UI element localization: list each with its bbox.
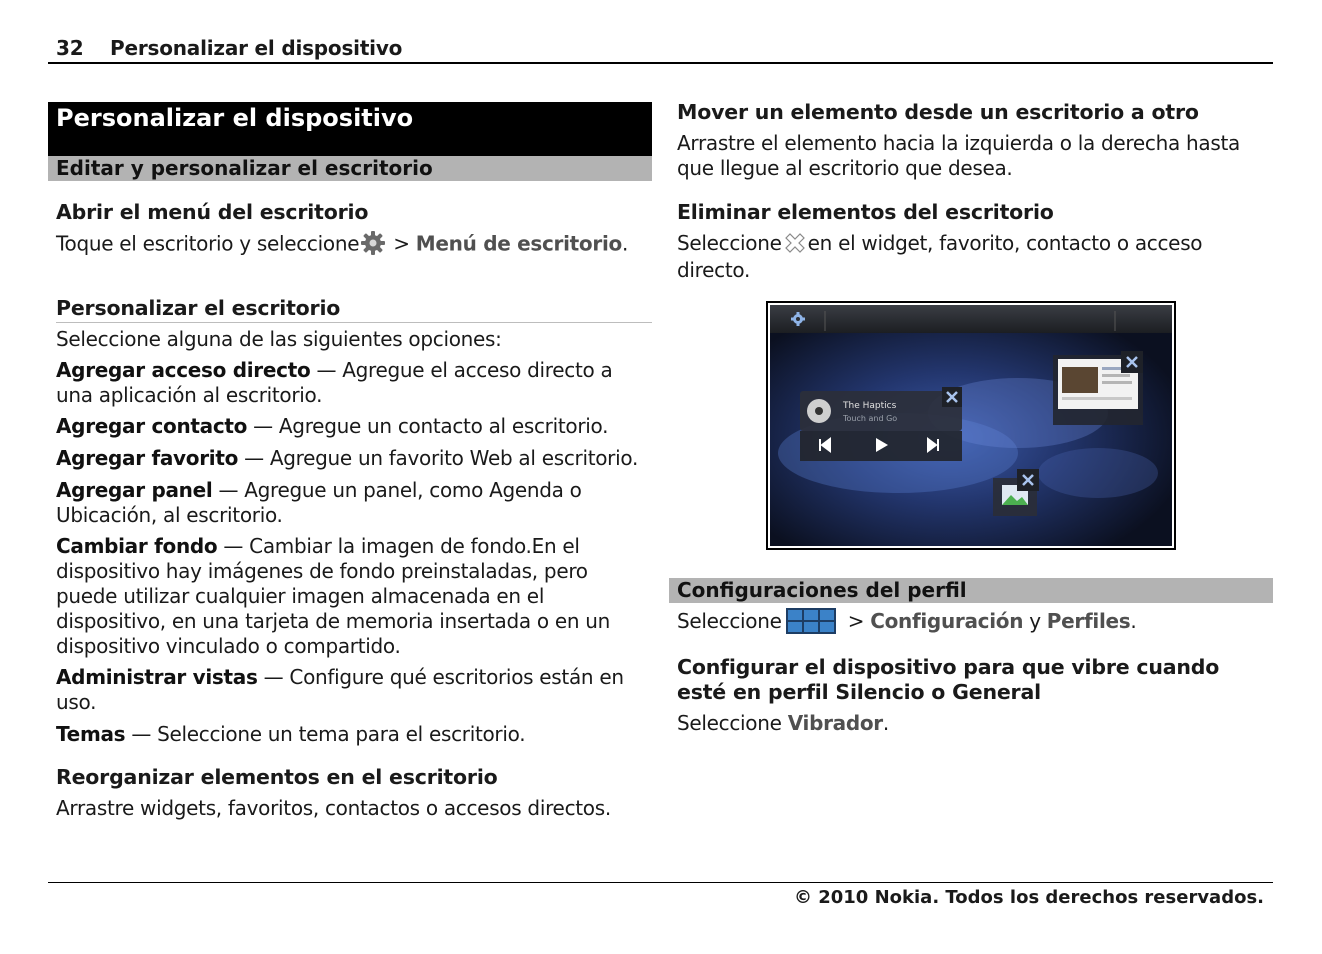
open-menu-text-after: . — [621, 231, 628, 256]
right-column — [669, 100, 1273, 283]
option-desc: — Configure qué escritorios están en uso. — [56, 665, 624, 714]
profiles-conj: y — [1023, 609, 1047, 633]
option-desc: — Cambiar la imagen de fondo.En el dispositivo hay imágenes de fondo preinstaladas, pero puede utilizar cualquier imagen almacenada en el dispositivo, en una tarjeta de memoria insertada o en un dispositivo vinculado o compartido. — [56, 534, 611, 658]
section-title: Personalizar el dispositivo — [48, 102, 652, 156]
customize-heading: Personalizar el escritorio — [56, 296, 341, 320]
vibrate-text — [669, 711, 1273, 736]
rearrange-heading: Reorganizar elementos en el escritorio — [56, 765, 498, 789]
remove-text — [669, 231, 1273, 283]
profiles-arrow: > — [841, 609, 871, 633]
option-desc: — Agregue el acceso directo a una aplicación al escritorio. — [56, 358, 613, 407]
option-item — [48, 414, 652, 439]
vibrate-text-before: Seleccione — [677, 710, 788, 735]
option-desc: — Agregue un favorito Web al escritorio. — [238, 446, 638, 470]
close-icon — [782, 230, 808, 256]
subsection-title: Editar y personalizar el escritorio — [48, 156, 652, 181]
settings-link: Configuración — [870, 609, 1024, 633]
option-term: Agregar acceso directo — [56, 358, 311, 382]
remove-heading: Eliminar elementos del escritorio — [677, 200, 1054, 224]
remove-text-before: Seleccione — [677, 231, 782, 255]
open-menu-text-before: Toque el escritorio y seleccione — [56, 231, 360, 256]
rearrange-text: Arrastre widgets, favoritos, contactos o accesos directos. — [56, 796, 611, 820]
option-term: Administrar vistas — [56, 665, 258, 689]
vibrate-heading: Configurar el dispositivo para que vibre cuando esté en perfil Silencio o General — [677, 654, 1220, 704]
header-title: Personalizar el dispositivo — [110, 36, 403, 60]
move-text: Arrastre el elemento hacia la izquierda o la derecha hasta que llegue al escritorio que desea. — [677, 131, 1240, 180]
profiles-section-title: Configuraciones del perfil — [669, 578, 1273, 603]
desktop-menu-link: Menú de escritorio — [415, 231, 622, 256]
option-desc: — Agregue un contacto al escritorio. — [247, 414, 609, 438]
player-title: The Haptics — [843, 401, 897, 411]
option-item — [48, 446, 652, 471]
customize-rule — [56, 322, 652, 323]
page-number: 32 — [56, 36, 84, 60]
music-player-widget[interactable] — [800, 387, 962, 461]
vibrate-text-after: . — [882, 710, 889, 735]
option-term: Cambiar fondo — [56, 534, 218, 558]
option-term: Temas — [56, 722, 126, 746]
option-item — [48, 722, 652, 747]
option-item — [48, 665, 652, 715]
profiles-text-before: Seleccione — [677, 609, 782, 633]
move-heading: Mover un elemento desde un escritorio a otro — [677, 100, 1199, 124]
header-rule — [48, 62, 1273, 64]
web-thumbnail — [1062, 367, 1098, 393]
desktop-screenshot — [766, 301, 1176, 550]
open-menu-text — [48, 231, 652, 259]
desktop-screenshot-image — [768, 303, 1174, 548]
open-menu-heading: Abrir el menú del escritorio — [56, 200, 369, 224]
wallpaper-cloud — [1038, 448, 1158, 498]
left-column — [48, 102, 652, 821]
option-desc: — Seleccione un tema para el escritorio. — [125, 722, 526, 746]
option-item — [48, 358, 652, 408]
profiles-text — [669, 609, 1273, 636]
option-item — [48, 534, 652, 659]
footer-copyright: © 2010 Nokia. Todos los derechos reservados. — [793, 887, 1264, 908]
remove-text-after: en el widget, favorito, contacto o acceso directo. — [677, 231, 1203, 282]
menu-grid-icon — [786, 608, 836, 634]
customize-intro: Seleccione alguna de las siguientes opciones: — [56, 327, 502, 351]
option-term: Agregar panel — [56, 478, 213, 502]
option-desc: — Agregue un panel, como Agenda o Ubicación, al escritorio. — [56, 478, 582, 527]
footer-rule — [48, 882, 1273, 883]
open-menu-arrow: > — [387, 231, 416, 256]
web-favorite-widget[interactable] — [1053, 351, 1143, 425]
vibrator-link: Vibrador — [787, 710, 883, 735]
option-term: Agregar contacto — [56, 414, 248, 438]
status-bar — [770, 305, 1172, 333]
profiles-text-after: . — [1130, 609, 1137, 633]
page-header — [56, 36, 402, 60]
option-term: Agregar favorito — [56, 446, 239, 470]
player-subtitle: Touch and Go — [843, 414, 898, 423]
right-column-lower — [669, 578, 1273, 736]
option-item — [48, 478, 652, 528]
profiles-link: Perfiles — [1046, 609, 1131, 633]
gear-icon — [359, 229, 387, 257]
